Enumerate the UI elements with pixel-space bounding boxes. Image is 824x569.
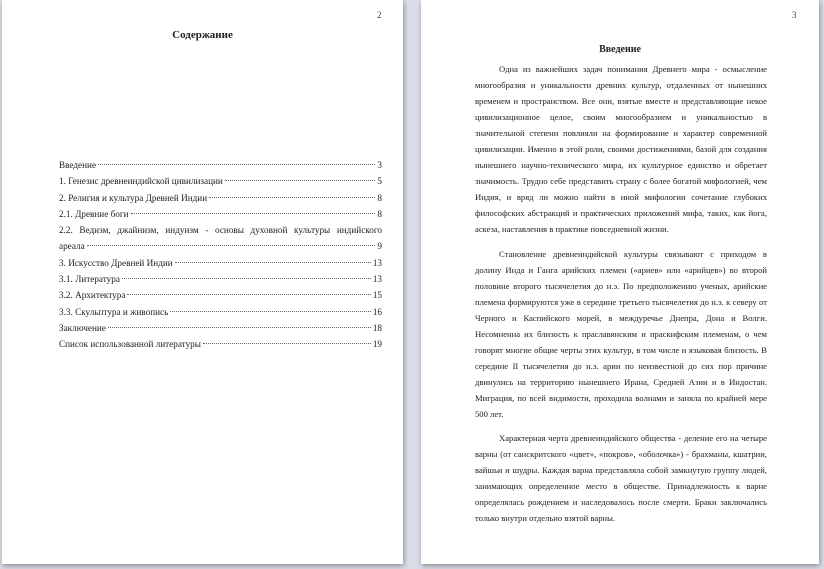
paragraph: Одна из важнейших задач понимания Древнего мира - осмысление многообразия и уникальности древних культур, отдаленных от нынешних временем и пространством. Все они, взятые вместе и представляющие некое цивилизационное целое, своим многообразием и уникальностью в значительной степени повлияли на формирование и характер современной цивилизации. Именно в этой роли, своими достижениями, базой для создания нынешнего научно-технического мира, их культурное единство и обретает значимость. Трудно себе представить страну с более богатой мифологией, чем Индия, и вряд ли можно найти в иной мифологии сочетание глубоких философских абстракций и практических приложений мифа, таких, как йога, аскеза, наставления в практике повседневной жизни. <box>475 64 767 235</box>
toc-entry[interactable]: 3.1. Литература 13 <box>59 274 382 285</box>
toc-entry[interactable]: 2. Религия и культура Древней Индии 8 <box>59 192 382 203</box>
page-number: 3 <box>792 10 797 20</box>
toc-entry[interactable]: Введение 3 <box>59 160 382 170</box>
table-of-contents <box>59 157 382 353</box>
toc-page <box>2 0 403 564</box>
introduction-page <box>421 0 819 564</box>
section-body <box>475 61 767 534</box>
toc-entry[interactable]: 3.3. Скульптура и живопись 16 <box>59 306 382 317</box>
toc-title: Содержание <box>172 29 233 41</box>
toc-entry[interactable]: 1. Генезис древнеиндийской цивилизации 5 <box>59 176 382 187</box>
toc-entry[interactable]: 2.1. Древние боги 8 <box>59 208 382 219</box>
section-title: Введение <box>599 44 641 55</box>
paragraph: Становление древнеиндийской культуры связывают с приходом в долину Инда и Ганга арийских племен («ариев» или «арийцев») во второй половине второго тысячелетия до н.э. По предположению ученых, арийские племена формируются уже в середине третьего тысячелетия до н.э. к северу от Черного и Каспийского морей, в междуречье Днепра, Дона и Волги. Несомненна их близость к праславянским и праскифским племенам, о чем говорят многие общие черты этих культур, в том числе и языковая близость. В середине II тысячелетия до н.э. арии по неизвестной до сих пор причине двинулись на территорию нынешнего Ирана, Средней Азии и в Индостан. Миграция, по всей видимости, проходила волнами и заняла по крайней мере 500 лет. <box>475 248 767 419</box>
toc-entry[interactable]: Список использованной литературы 19 <box>59 339 382 350</box>
toc-entry[interactable]: 3.2. Архитектура 15 <box>59 290 382 301</box>
toc-entry-continued[interactable]: ареала 9 <box>59 241 382 252</box>
toc-entry[interactable]: 3. Искусство Древней Индии 13 <box>59 257 382 268</box>
toc-entry[interactable]: Заключение 18 <box>59 322 382 333</box>
paragraph: Характерная черта древнеиндийского общества - деление его на четыре варны (от санскритского «цвет», «покров», «оболочка») - брахманы, кшатрии, вайшьи и шудры. Каждая варна представляла собой замкнутую группу людей, занимающих определенное место в обществе. Принадлежность к варне определялась рождением и наследовалось после смерти. Браки заключались только внутри отдельно взятой варны. <box>475 433 767 524</box>
toc-entry[interactable]: 2.2. Ведизм, джайнизм, индуизм - основы духовной культуры индийского <box>59 225 382 236</box>
page-number: 2 <box>377 10 382 20</box>
